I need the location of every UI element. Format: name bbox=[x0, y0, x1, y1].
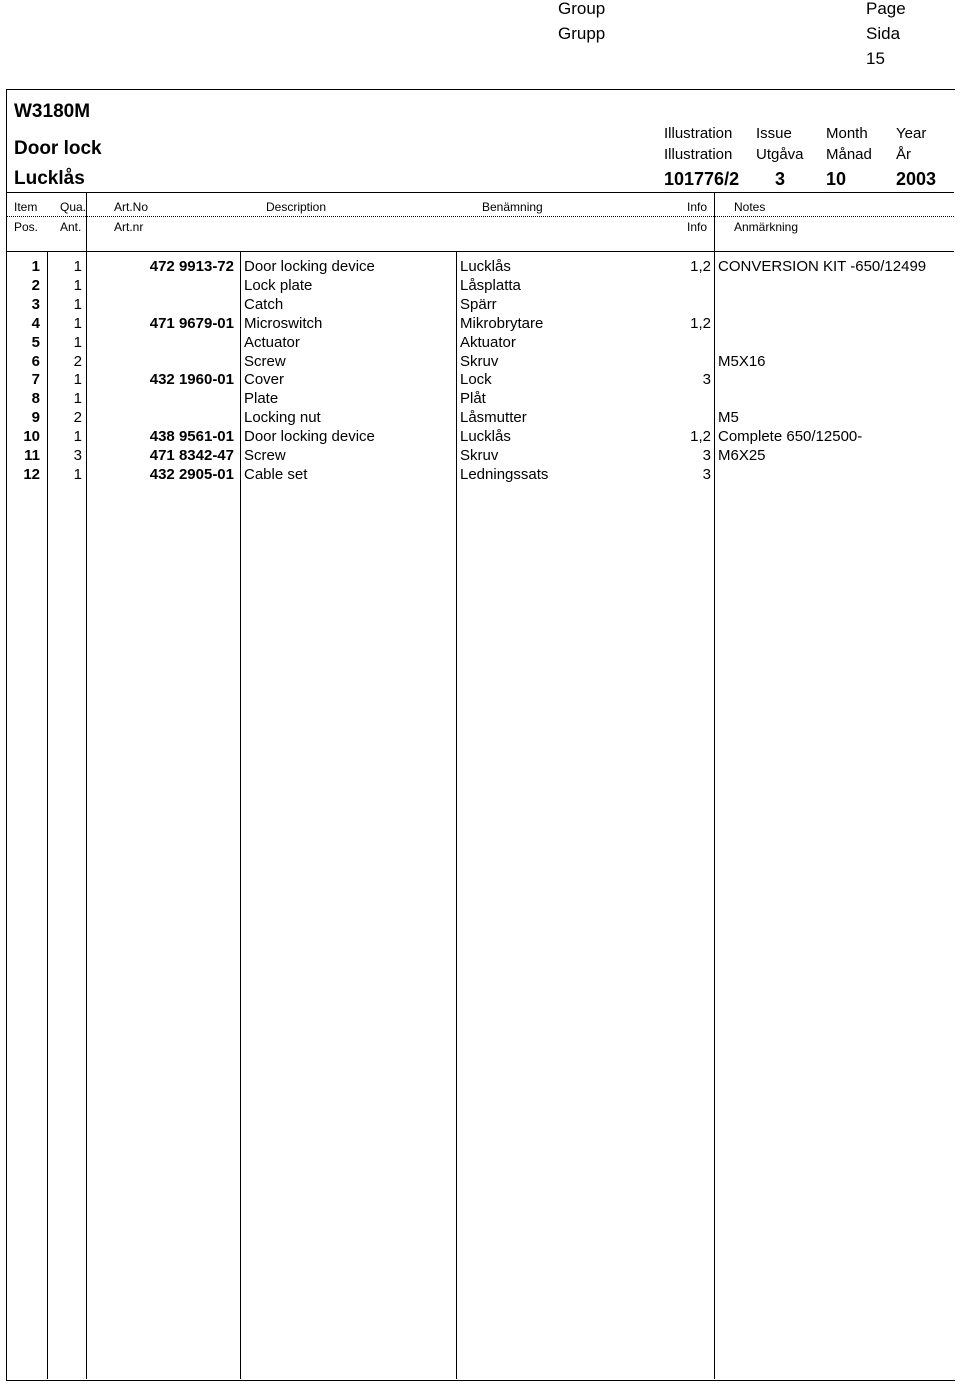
col-line-info bbox=[714, 192, 715, 1379]
row-qty: 1 bbox=[73, 390, 82, 408]
issue-label: Issue bbox=[756, 125, 792, 142]
row-benamning: Skruv bbox=[460, 352, 499, 370]
row-description: Door locking device bbox=[244, 428, 375, 446]
model-number: W3180M bbox=[14, 101, 91, 122]
illustration-label: Illustration bbox=[664, 125, 733, 142]
row-notes: CONVERSION KIT -650/12499 bbox=[718, 258, 927, 275]
row-benamning: Lucklås bbox=[460, 258, 511, 275]
row-art-number: 432 1960-01 bbox=[149, 371, 234, 389]
grupp-label: Grupp bbox=[558, 24, 606, 43]
year-label: Year bbox=[896, 125, 927, 142]
illustration-label-sv: Illustration bbox=[664, 146, 733, 163]
row-notes: M6X25 bbox=[718, 447, 766, 464]
row-qty: 3 bbox=[73, 447, 82, 464]
row-info: 1,2 bbox=[690, 314, 711, 332]
col-line-art bbox=[240, 251, 241, 1379]
utgava-label: Utgåva bbox=[756, 146, 804, 163]
row-qty: 1 bbox=[73, 371, 82, 389]
col-line-qty bbox=[86, 192, 87, 1379]
row-benamning: Aktuator bbox=[460, 333, 516, 351]
row-description: Locking nut bbox=[244, 409, 321, 427]
month-label: Month bbox=[826, 125, 868, 142]
col-header-notes: Notes bbox=[734, 200, 766, 214]
row-art-number: 432 2905-01 bbox=[149, 465, 234, 483]
row-pos: 12 bbox=[23, 465, 40, 483]
col-header-info: Info bbox=[687, 200, 708, 214]
row-qty: 2 bbox=[73, 409, 82, 427]
row-benamning: Plåt bbox=[460, 390, 486, 408]
row-art-number: 438 9561-01 bbox=[149, 428, 234, 446]
row-description: Screw bbox=[244, 447, 286, 464]
row-benamning: Lock bbox=[460, 371, 492, 389]
col-line-desc bbox=[456, 251, 457, 1379]
row-benamning: Låsplatta bbox=[460, 276, 521, 294]
row-pos: 9 bbox=[31, 409, 40, 427]
row-description: Door locking device bbox=[244, 258, 375, 275]
col-header-pos: Pos. bbox=[14, 220, 39, 234]
row-description: Cover bbox=[244, 371, 285, 389]
col-header-benamning: Benämning bbox=[482, 200, 543, 214]
page-label: Page bbox=[866, 0, 906, 18]
row-pos: 5 bbox=[31, 333, 40, 351]
col-header-artno: Art.No bbox=[114, 200, 149, 214]
header-divider bbox=[6, 192, 954, 193]
row-info: 3 bbox=[702, 447, 711, 464]
row-pos: 2 bbox=[31, 276, 40, 294]
row-benamning: Ledningssats bbox=[460, 465, 549, 483]
row-pos: 1 bbox=[31, 258, 40, 275]
col-header-description: Description bbox=[266, 200, 327, 214]
row-pos: 10 bbox=[23, 428, 40, 446]
row-description: Screw bbox=[244, 352, 286, 370]
row-pos: 6 bbox=[31, 352, 40, 370]
row-pos: 4 bbox=[31, 314, 40, 332]
row-benamning: Mikrobrytare bbox=[460, 314, 544, 332]
column-header-bottom bbox=[6, 251, 954, 252]
row-qty: 1 bbox=[73, 276, 82, 294]
illustration-value: 101776/2 bbox=[664, 169, 740, 189]
col-header-item: Item bbox=[14, 200, 38, 214]
column-header-divider bbox=[6, 216, 954, 217]
page-number: 15 bbox=[866, 49, 885, 68]
row-pos: 7 bbox=[31, 371, 40, 389]
row-qty: 1 bbox=[73, 333, 82, 351]
ar-label: År bbox=[896, 146, 911, 163]
col-header-qua: Qua. bbox=[60, 200, 87, 214]
row-notes: M5X16 bbox=[718, 352, 766, 370]
row-qty: 1 bbox=[73, 295, 82, 313]
row-qty: 1 bbox=[73, 428, 82, 446]
row-qty: 2 bbox=[73, 352, 82, 370]
row-qty: 1 bbox=[73, 258, 82, 275]
col-line-pos bbox=[47, 251, 48, 1379]
row-qty: 1 bbox=[73, 314, 82, 332]
title-swedish: Lucklås bbox=[14, 168, 85, 189]
row-description: Plate bbox=[244, 390, 279, 408]
row-qty: 1 bbox=[73, 465, 82, 483]
row-art-number: 471 9679-01 bbox=[149, 314, 234, 332]
row-art-number: 472 9913-72 bbox=[149, 258, 234, 275]
sida-label: Sida bbox=[866, 24, 901, 43]
row-benamning: Lucklås bbox=[460, 428, 511, 446]
manad-label: Månad bbox=[826, 146, 872, 163]
row-benamning: Låsmutter bbox=[460, 409, 527, 427]
row-benamning: Spärr bbox=[460, 295, 497, 313]
month-value: 10 bbox=[826, 169, 847, 189]
col-header-info-sv: Info bbox=[687, 220, 708, 234]
row-pos: 11 bbox=[24, 447, 40, 464]
row-description: Catch bbox=[244, 295, 284, 313]
row-art-number: 471 8342-47 bbox=[149, 447, 234, 464]
title-english: Door lock bbox=[14, 138, 102, 159]
issue-value: 3 bbox=[775, 169, 786, 189]
col-header-anmarkning: Anmärkning bbox=[734, 220, 799, 234]
row-benamning: Skruv bbox=[460, 447, 499, 464]
row-notes: M5 bbox=[718, 409, 739, 427]
group-label: Group bbox=[558, 0, 606, 18]
row-description: Lock plate bbox=[244, 276, 313, 294]
row-pos: 8 bbox=[31, 390, 40, 408]
col-header-ant: Ant. bbox=[60, 220, 82, 234]
row-info: 3 bbox=[702, 371, 711, 389]
row-description: Microswitch bbox=[244, 314, 323, 332]
row-info: 3 bbox=[702, 465, 711, 483]
row-pos: 3 bbox=[31, 295, 40, 313]
row-description: Cable set bbox=[244, 465, 308, 483]
row-description: Actuator bbox=[244, 333, 300, 351]
row-info: 1,2 bbox=[690, 258, 711, 275]
year-value: 2003 bbox=[896, 169, 937, 189]
row-notes: Complete 650/12500- bbox=[718, 428, 863, 446]
col-header-artnr: Art.nr bbox=[114, 220, 144, 234]
row-info: 1,2 bbox=[690, 428, 711, 446]
